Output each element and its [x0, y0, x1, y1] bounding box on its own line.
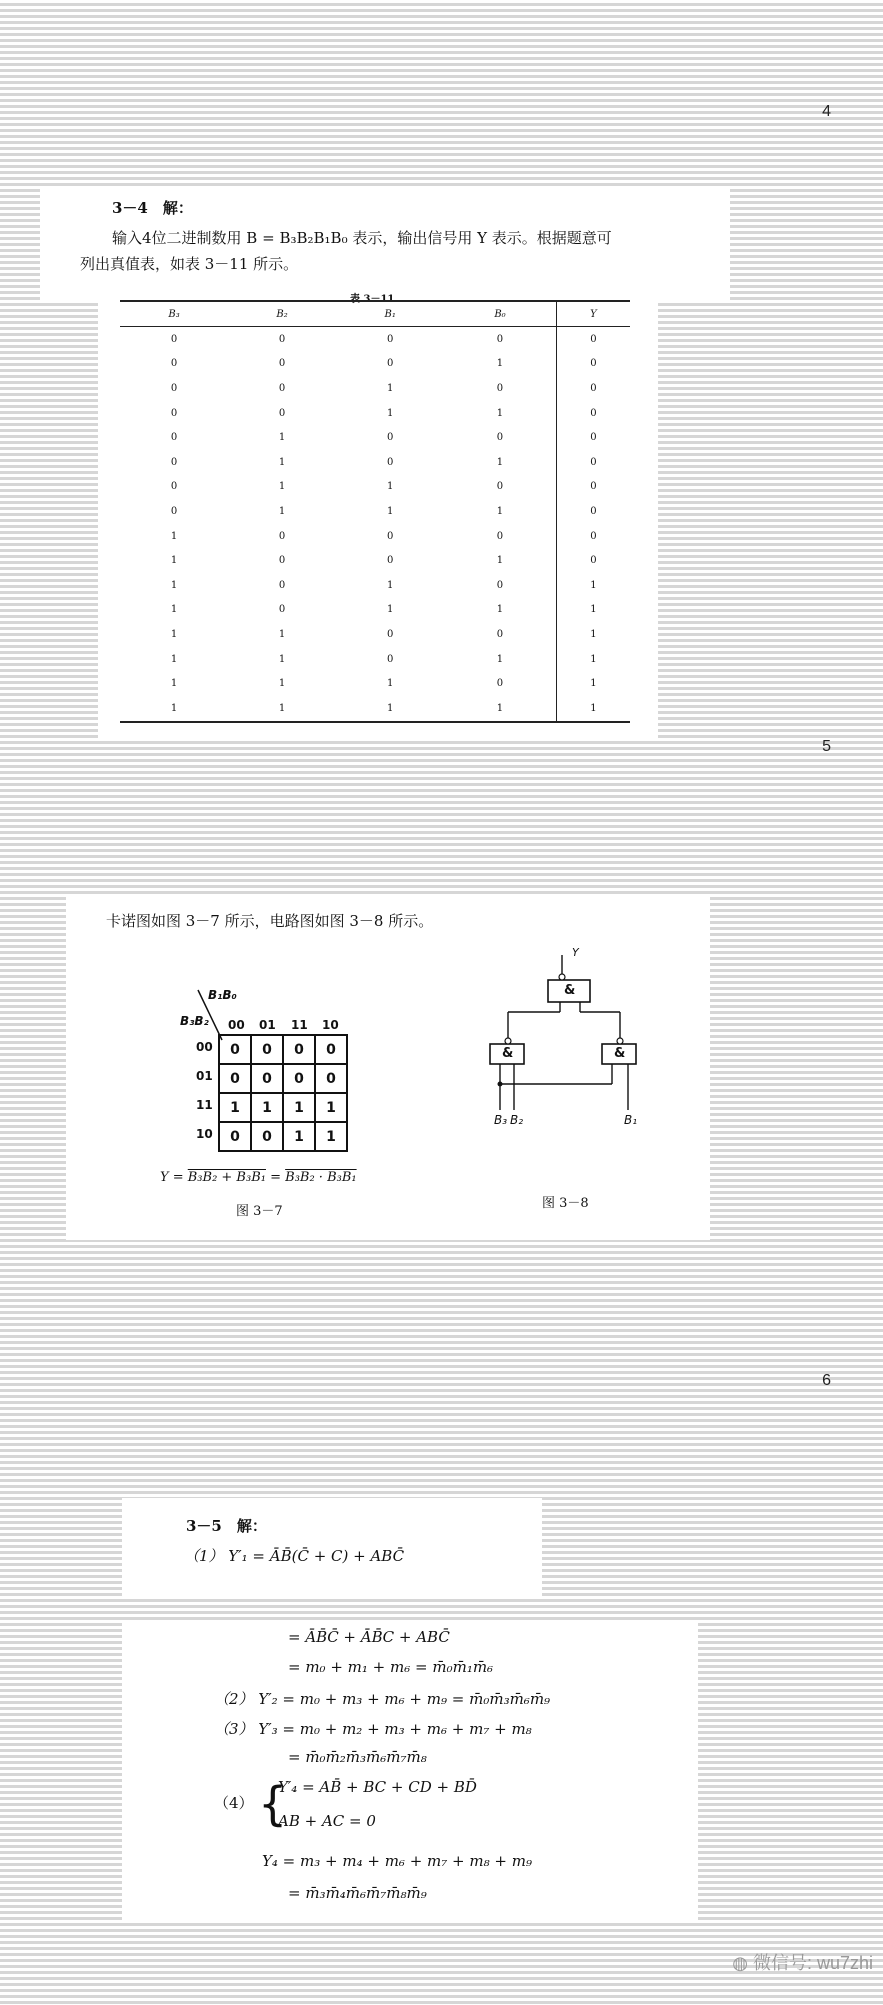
table-row	[120, 524, 630, 549]
kmap-row	[219, 1064, 347, 1093]
table-cell: 1	[386, 678, 394, 690]
table-cell: 0	[170, 481, 178, 493]
table-cell: 1	[496, 456, 504, 468]
table-cell: 1	[386, 505, 394, 517]
table-cell: 0	[386, 358, 394, 370]
table-cell: 0	[170, 432, 178, 444]
gate-symbol-left: &	[502, 1046, 514, 1061]
circuit-input-b1: B₁	[624, 1113, 638, 1127]
table-cell: 0	[386, 653, 394, 665]
table-cell: 0	[170, 333, 178, 345]
table-cell: 1	[278, 678, 286, 690]
kmap-row	[219, 1035, 347, 1064]
truth-table-body	[120, 327, 630, 722]
kmap-row-variable: B₃B₂	[180, 1014, 209, 1028]
gate-symbol-right: &	[614, 1046, 626, 1061]
table-caption: 表 3－11	[350, 294, 395, 305]
kmap-cell: 1	[283, 1093, 315, 1122]
table-cell: 0	[170, 456, 178, 468]
kmap-cell: 0	[251, 1035, 283, 1064]
page-number-6: 6	[822, 1372, 831, 1389]
table-cell: 1	[336, 696, 444, 722]
kmap-col-label-10: 10	[322, 1018, 339, 1032]
table-cell: 1	[496, 555, 504, 567]
table-cell: 0	[496, 382, 504, 394]
table-row	[120, 671, 630, 696]
kmap-cell: 1	[315, 1122, 347, 1151]
table-row	[120, 696, 630, 722]
table-cell: 1	[556, 671, 630, 696]
table-cell: 0	[496, 628, 504, 640]
table-cell: 1	[556, 598, 630, 623]
table-row	[120, 450, 630, 475]
kmap-row	[219, 1093, 347, 1122]
table-cell: 1	[386, 407, 394, 419]
table-cell: 0	[556, 548, 630, 573]
table-cell: 0	[496, 579, 504, 591]
table-cell: 1	[556, 696, 630, 722]
section-35-eq1: （1） Y′₁ = ĀB̄(C̄ + C) + ABC̄	[184, 1547, 405, 1565]
watermark	[732, 1949, 873, 1975]
nand-gate-output-bubble	[559, 974, 565, 980]
kmap-cell: 0	[283, 1035, 315, 1064]
table-cell: 1	[170, 579, 178, 591]
section-35-eq3: = m₀ + m₁ + m₆ = m̄₀m̄₁m̄₆	[288, 1658, 494, 1676]
formula-part1: B₃B₂ + B₃B₁	[187, 1170, 266, 1185]
circuit-diagram	[480, 950, 660, 1130]
table-cell: 0	[278, 579, 286, 591]
table-cell: 1	[170, 604, 178, 616]
section-34-text-card	[40, 188, 730, 300]
section-35-heading-card	[122, 1498, 542, 1598]
table-cell: 1	[278, 653, 286, 665]
table-cell: 0	[556, 327, 630, 352]
kmap-cell: 1	[219, 1093, 251, 1122]
formula-eq: =	[265, 1170, 286, 1185]
table-cell: 1	[496, 358, 504, 370]
table-cell: 1	[386, 481, 394, 493]
table-cell: 0	[170, 358, 178, 370]
table-row	[120, 475, 630, 500]
table-cell: 1	[120, 696, 228, 722]
table-cell: 1	[556, 622, 630, 647]
table-cell: 1	[386, 579, 394, 591]
kmap-cell: 0	[251, 1064, 283, 1093]
kmap-col-variable: B₁B₀	[208, 988, 237, 1002]
table-cell: 1	[278, 505, 286, 517]
table-cell: 1	[556, 647, 630, 672]
table-cell: 1	[278, 628, 286, 640]
section-35-heading: 3－5 解：	[186, 1517, 267, 1535]
table-cell: 0	[170, 407, 178, 419]
table-cell: 0	[278, 382, 286, 394]
section-34-paragraph-line2: 列出真值表，如表 3－11 所示。	[80, 255, 299, 273]
kmap-cell: 0	[251, 1122, 283, 1151]
table-cell: 0	[556, 475, 630, 500]
table-row	[120, 352, 630, 377]
kmap-row-label-10: 10	[196, 1127, 213, 1141]
table-cell: 1	[496, 505, 504, 517]
table-cell: 0	[556, 352, 630, 377]
section-35-eq8: Y₄ = m₃ + m₄ + m₆ + m₇ + m₈ + m₉	[262, 1852, 532, 1870]
table-cell: 1	[170, 530, 178, 542]
table-cell: 0	[278, 333, 286, 345]
section-35-eq7b: AB + AC = 0	[278, 1812, 376, 1830]
table-cell: 1	[228, 696, 336, 722]
table-cell: 1	[278, 432, 286, 444]
table-row	[120, 622, 630, 647]
table-row	[120, 573, 630, 598]
table-cell: 0	[556, 401, 630, 426]
page-number-5: 5	[822, 738, 831, 755]
table-cell: 0	[496, 432, 504, 444]
table-cell: 1	[496, 604, 504, 616]
table-cell: 0	[386, 530, 394, 542]
table-header-row	[120, 301, 630, 327]
kmap-col-label-11: 11	[291, 1018, 308, 1032]
table-cell: 1	[386, 382, 394, 394]
junction-dot	[498, 1082, 503, 1087]
section-35-eq7-label: （4）	[214, 1794, 254, 1812]
section-35-eq6: = m̄₀m̄₂m̄₃m̄₆m̄₇m̄₈	[288, 1748, 427, 1766]
table-cell: 0	[496, 333, 504, 345]
table-cell: 1	[556, 573, 630, 598]
wechat-icon: ◍	[732, 1953, 748, 1973]
section-35-eq2: = ĀB̄C̄ + ĀB̄C + ABC̄	[288, 1628, 450, 1646]
gate-symbol-output: &	[564, 983, 576, 998]
kmap-formula	[160, 1170, 357, 1185]
table-cell: 0	[278, 358, 286, 370]
table-cell: 0	[496, 678, 504, 690]
table-cell: 0	[278, 555, 286, 567]
page-number-4: 4	[822, 103, 831, 120]
kmap-cell: 0	[315, 1064, 347, 1093]
table-cell: 0	[278, 407, 286, 419]
table-cell: 1	[444, 696, 556, 722]
table-cell: 0	[556, 425, 630, 450]
kmap-row-label-11: 11	[196, 1098, 213, 1112]
kmap-intro-text: 卡诺图如图 3－7 所示，电路图如图 3－8 所示。	[106, 912, 434, 930]
kmap-cell: 0	[315, 1035, 347, 1064]
table-cell: 0	[278, 604, 286, 616]
table-cell: 1	[496, 653, 504, 665]
fig-3-7-caption: 图 3－7	[236, 1204, 283, 1219]
kmap-cell: 1	[315, 1093, 347, 1122]
col-header-b3: B₃	[120, 301, 228, 327]
kmap-row-label-00: 00	[196, 1040, 213, 1054]
table-cell: 1	[170, 653, 178, 665]
circuit-input-b3: B₃	[494, 1113, 508, 1127]
table-row	[120, 548, 630, 573]
table-cell: 0	[556, 376, 630, 401]
table-cell: 0	[496, 481, 504, 493]
table-row	[120, 647, 630, 672]
table-cell: 1	[170, 628, 178, 640]
col-header-b1: B₁	[336, 301, 444, 327]
kmap-col-label-00: 00	[228, 1018, 245, 1032]
table-cell: 0	[386, 628, 394, 640]
col-header-y: Y	[556, 301, 630, 327]
section-35-eq7a: Y′₄ = AB̄ + BC + CD + BD̄	[278, 1778, 477, 1796]
table-row	[120, 499, 630, 524]
table-cell: 0	[556, 499, 630, 524]
col-header-b2: B₂	[228, 301, 336, 327]
section-35-equations-card	[122, 1620, 698, 1922]
section-35-brace: {	[258, 1777, 288, 1831]
table-row	[120, 327, 630, 352]
table-cell: 0	[556, 450, 630, 475]
formula-part2: B₃B₂ · B₃B₁	[285, 1170, 357, 1185]
table-cell: 0	[556, 524, 630, 549]
table-cell: 0	[386, 456, 394, 468]
kmap-cell: 0	[283, 1064, 315, 1093]
fig-3-8-caption: 图 3－8	[542, 1196, 589, 1211]
table-cell: 0	[496, 530, 504, 542]
table-cell: 0	[170, 382, 178, 394]
circuit-input-b2: B₂	[510, 1113, 524, 1127]
table-cell: 1	[496, 407, 504, 419]
kmap-cell: 0	[219, 1035, 251, 1064]
kmap-col-label-01: 01	[259, 1018, 276, 1032]
table-row	[120, 401, 630, 426]
nand-gate-right-bubble	[617, 1038, 623, 1044]
watermark-text: 微信号: wu7zhi	[752, 1953, 873, 1973]
circuit-output-label: Y	[572, 946, 579, 959]
table-cell: 1	[386, 604, 394, 616]
formula-lhs: Y =	[160, 1170, 188, 1185]
table-cell: 1	[278, 481, 286, 493]
table-cell: 1	[170, 678, 178, 690]
section-35-eq9: = m̄₃m̄₄m̄₆m̄₇m̄₈m̄₉	[288, 1884, 427, 1902]
table-cell: 1	[278, 456, 286, 468]
kmap-cell: 0	[219, 1064, 251, 1093]
section-34-heading: 3－4 解：	[112, 199, 193, 217]
table-cell: 0	[278, 530, 286, 542]
table-row	[120, 425, 630, 450]
kmap-row	[219, 1122, 347, 1151]
nand-gate-left-bubble	[505, 1038, 511, 1044]
table-row	[120, 376, 630, 401]
kmap-cell: 0	[219, 1122, 251, 1151]
section-35-eq4: （2） Y′₂ = m₀ + m₃ + m₆ + m₉ = m̄₀m̄₃m̄₆m̄₉	[214, 1690, 551, 1708]
col-header-b0: B₀	[444, 301, 556, 327]
table-cell: 1	[170, 555, 178, 567]
section-35-eq5: （3） Y′₃ = m₀ + m₂ + m₃ + m₆ + m₇ + m₈	[214, 1720, 532, 1738]
karnaugh-map	[218, 1034, 348, 1152]
table-cell: 0	[386, 333, 394, 345]
table-row	[120, 598, 630, 623]
kmap-cell: 1	[251, 1093, 283, 1122]
section-34-paragraph-line1: 输入4位二进制数用 B = B₃B₂B₁B₀ 表示，输出信号用 Y 表示。根据题意可	[112, 229, 612, 247]
table-cell: 0	[386, 555, 394, 567]
kmap-row-label-01: 01	[196, 1069, 213, 1083]
kmap-cell: 1	[283, 1122, 315, 1151]
table-cell: 0	[170, 505, 178, 517]
truth-table	[120, 300, 630, 723]
table-cell: 0	[386, 432, 394, 444]
